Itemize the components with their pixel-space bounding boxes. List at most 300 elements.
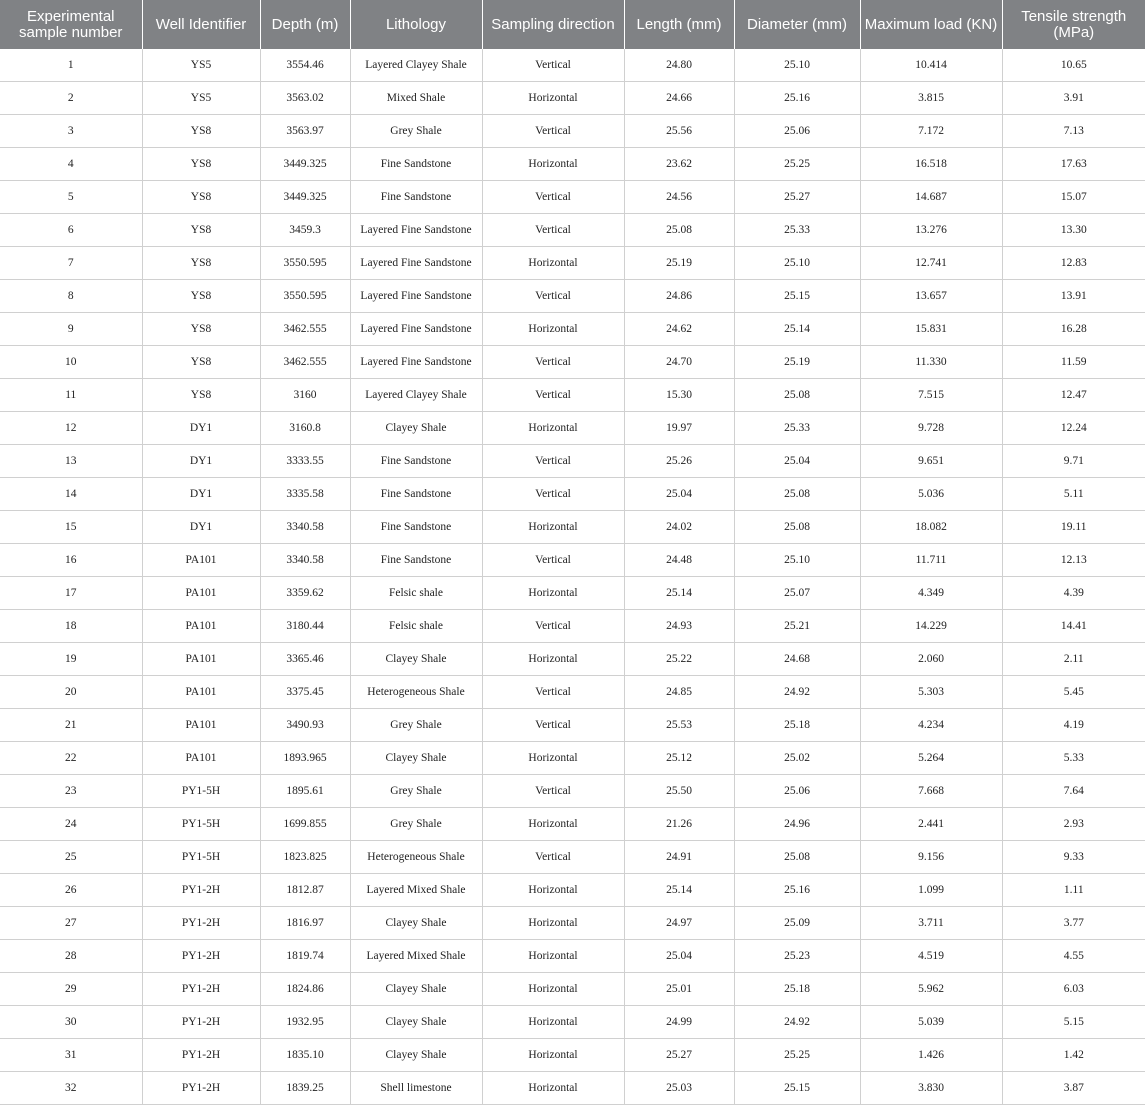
cell-maximum-load: 5.303 (860, 676, 1002, 709)
cell-sampling-direction: Horizontal (482, 82, 624, 115)
cell-tensile-strength: 1.42 (1002, 1039, 1145, 1072)
cell-maximum-load: 2.060 (860, 643, 1002, 676)
cell-depth: 3462.555 (260, 346, 350, 379)
table-row (0, 313, 1145, 346)
cell-well-identifier: PY1-2H (142, 1072, 260, 1105)
table-row (0, 610, 1145, 643)
cell-maximum-load: 7.668 (860, 775, 1002, 808)
header-lithology: Lithology (350, 0, 482, 49)
cell-diameter: 25.19 (734, 346, 860, 379)
cell-maximum-load: 7.515 (860, 379, 1002, 412)
cell-maximum-load: 14.229 (860, 610, 1002, 643)
cell-diameter: 25.10 (734, 247, 860, 280)
table-row (0, 874, 1145, 907)
cell-well-identifier: PY1-2H (142, 907, 260, 940)
table-row (0, 346, 1145, 379)
cell-lithology: Shell limestone (350, 1072, 482, 1105)
cell-tensile-strength: 13.30 (1002, 214, 1145, 247)
cell-maximum-load: 9.728 (860, 412, 1002, 445)
cell-maximum-load: 13.276 (860, 214, 1002, 247)
cell-maximum-load: 1.099 (860, 874, 1002, 907)
cell-length: 24.97 (624, 907, 734, 940)
cell-diameter: 25.23 (734, 940, 860, 973)
cell-lithology: Fine Sandstone (350, 511, 482, 544)
cell-maximum-load: 16.518 (860, 148, 1002, 181)
cell-sample-number: 16 (0, 544, 142, 577)
cell-depth: 3449.325 (260, 148, 350, 181)
cell-lithology: Grey Shale (350, 775, 482, 808)
table-row (0, 907, 1145, 940)
table-row (0, 775, 1145, 808)
cell-sampling-direction: Vertical (482, 445, 624, 478)
cell-sample-number: 30 (0, 1006, 142, 1039)
cell-tensile-strength: 19.11 (1002, 511, 1145, 544)
cell-lithology: Fine Sandstone (350, 445, 482, 478)
cell-length: 24.70 (624, 346, 734, 379)
cell-well-identifier: PA101 (142, 742, 260, 775)
cell-length: 25.19 (624, 247, 734, 280)
cell-tensile-strength: 11.59 (1002, 346, 1145, 379)
cell-length: 24.62 (624, 313, 734, 346)
cell-depth: 1824.86 (260, 973, 350, 1006)
table-row (0, 841, 1145, 874)
cell-sampling-direction: Horizontal (482, 1039, 624, 1072)
cell-well-identifier: YS8 (142, 313, 260, 346)
cell-sampling-direction: Horizontal (482, 313, 624, 346)
cell-lithology: Layered Mixed Shale (350, 874, 482, 907)
cell-length: 19.97 (624, 412, 734, 445)
table-row (0, 49, 1145, 82)
table-row (0, 544, 1145, 577)
cell-length: 24.02 (624, 511, 734, 544)
cell-maximum-load: 12.741 (860, 247, 1002, 280)
cell-tensile-strength: 16.28 (1002, 313, 1145, 346)
cell-length: 24.48 (624, 544, 734, 577)
cell-diameter: 25.08 (734, 511, 860, 544)
cell-length: 25.53 (624, 709, 734, 742)
cell-sampling-direction: Horizontal (482, 577, 624, 610)
cell-sampling-direction: Vertical (482, 346, 624, 379)
table-row (0, 478, 1145, 511)
cell-well-identifier: YS8 (142, 379, 260, 412)
cell-lithology: Felsic shale (350, 610, 482, 643)
cell-tensile-strength: 2.11 (1002, 643, 1145, 676)
cell-sampling-direction: Vertical (482, 841, 624, 874)
cell-sample-number: 15 (0, 511, 142, 544)
cell-diameter: 25.06 (734, 115, 860, 148)
cell-diameter: 25.08 (734, 841, 860, 874)
cell-diameter: 25.14 (734, 313, 860, 346)
cell-lithology: Layered Fine Sandstone (350, 280, 482, 313)
cell-lithology: Clayey Shale (350, 1039, 482, 1072)
cell-sample-number: 4 (0, 148, 142, 181)
header-sample-number: Experimental sample number (0, 0, 142, 49)
cell-well-identifier: YS8 (142, 247, 260, 280)
cell-well-identifier: PA101 (142, 709, 260, 742)
cell-maximum-load: 13.657 (860, 280, 1002, 313)
cell-well-identifier: YS8 (142, 148, 260, 181)
cell-tensile-strength: 12.13 (1002, 544, 1145, 577)
cell-maximum-load: 3.711 (860, 907, 1002, 940)
cell-length: 25.04 (624, 478, 734, 511)
cell-depth: 1932.95 (260, 1006, 350, 1039)
cell-sampling-direction: Horizontal (482, 973, 624, 1006)
cell-sampling-direction: Vertical (482, 280, 624, 313)
cell-tensile-strength: 12.47 (1002, 379, 1145, 412)
cell-sample-number: 10 (0, 346, 142, 379)
cell-lithology: Clayey Shale (350, 643, 482, 676)
cell-sample-number: 24 (0, 808, 142, 841)
cell-depth: 3490.93 (260, 709, 350, 742)
cell-maximum-load: 2.441 (860, 808, 1002, 841)
cell-lithology: Clayey Shale (350, 907, 482, 940)
cell-sampling-direction: Vertical (482, 214, 624, 247)
cell-sampling-direction: Vertical (482, 379, 624, 412)
cell-depth: 1835.10 (260, 1039, 350, 1072)
cell-well-identifier: YS8 (142, 214, 260, 247)
table-row (0, 973, 1145, 1006)
cell-diameter: 25.33 (734, 412, 860, 445)
cell-sample-number: 20 (0, 676, 142, 709)
cell-sample-number: 3 (0, 115, 142, 148)
cell-tensile-strength: 12.24 (1002, 412, 1145, 445)
cell-depth: 1819.74 (260, 940, 350, 973)
table-row (0, 1072, 1145, 1105)
cell-depth: 3449.325 (260, 181, 350, 214)
cell-tensile-strength: 17.63 (1002, 148, 1145, 181)
cell-sample-number: 17 (0, 577, 142, 610)
cell-sample-number: 22 (0, 742, 142, 775)
cell-diameter: 25.25 (734, 148, 860, 181)
cell-tensile-strength: 3.87 (1002, 1072, 1145, 1105)
cell-length: 24.93 (624, 610, 734, 643)
cell-well-identifier: PY1-2H (142, 1006, 260, 1039)
cell-maximum-load: 14.687 (860, 181, 1002, 214)
cell-depth: 1812.87 (260, 874, 350, 907)
cell-well-identifier: PY1-2H (142, 973, 260, 1006)
table-row (0, 1006, 1145, 1039)
cell-tensile-strength: 15.07 (1002, 181, 1145, 214)
cell-sample-number: 6 (0, 214, 142, 247)
cell-sample-number: 21 (0, 709, 142, 742)
cell-maximum-load: 10.414 (860, 49, 1002, 82)
cell-diameter: 25.09 (734, 907, 860, 940)
header-tensile-strength: Tensile strength (MPa) (1002, 0, 1145, 49)
cell-depth: 3554.46 (260, 49, 350, 82)
cell-sampling-direction: Horizontal (482, 1072, 624, 1105)
cell-well-identifier: PY1-5H (142, 775, 260, 808)
cell-diameter: 25.25 (734, 1039, 860, 1072)
cell-sampling-direction: Horizontal (482, 247, 624, 280)
cell-diameter: 25.08 (734, 379, 860, 412)
cell-length: 25.50 (624, 775, 734, 808)
cell-sampling-direction: Horizontal (482, 742, 624, 775)
table-row (0, 709, 1145, 742)
cell-diameter: 24.92 (734, 676, 860, 709)
cell-well-identifier: PA101 (142, 643, 260, 676)
cell-maximum-load: 5.962 (860, 973, 1002, 1006)
cell-diameter: 25.16 (734, 82, 860, 115)
table-row (0, 148, 1145, 181)
cell-tensile-strength: 5.33 (1002, 742, 1145, 775)
cell-maximum-load: 18.082 (860, 511, 1002, 544)
cell-depth: 1893.965 (260, 742, 350, 775)
cell-sample-number: 32 (0, 1072, 142, 1105)
cell-sampling-direction: Horizontal (482, 940, 624, 973)
cell-well-identifier: PA101 (142, 544, 260, 577)
cell-lithology: Fine Sandstone (350, 148, 482, 181)
cell-diameter: 24.96 (734, 808, 860, 841)
cell-diameter: 25.21 (734, 610, 860, 643)
cell-diameter: 25.18 (734, 973, 860, 1006)
cell-depth: 3160 (260, 379, 350, 412)
cell-well-identifier: PY1-2H (142, 1039, 260, 1072)
cell-depth: 3375.45 (260, 676, 350, 709)
cell-lithology: Clayey Shale (350, 973, 482, 1006)
cell-sample-number: 19 (0, 643, 142, 676)
header-depth: Depth (m) (260, 0, 350, 49)
header-maximum-load: Maximum load (KN) (860, 0, 1002, 49)
cell-tensile-strength: 10.65 (1002, 49, 1145, 82)
cell-lithology: Layered Fine Sandstone (350, 214, 482, 247)
cell-tensile-strength: 4.19 (1002, 709, 1145, 742)
cell-sample-number: 8 (0, 280, 142, 313)
cell-sampling-direction: Vertical (482, 544, 624, 577)
cell-sampling-direction: Vertical (482, 610, 624, 643)
cell-length: 25.26 (624, 445, 734, 478)
cell-maximum-load: 9.651 (860, 445, 1002, 478)
cell-diameter: 25.18 (734, 709, 860, 742)
table-row (0, 214, 1145, 247)
cell-tensile-strength: 5.11 (1002, 478, 1145, 511)
cell-diameter: 25.02 (734, 742, 860, 775)
cell-well-identifier: YS8 (142, 280, 260, 313)
cell-sampling-direction: Horizontal (482, 643, 624, 676)
cell-sample-number: 13 (0, 445, 142, 478)
cell-diameter: 25.27 (734, 181, 860, 214)
cell-well-identifier: YS5 (142, 82, 260, 115)
table-row (0, 115, 1145, 148)
cell-lithology: Fine Sandstone (350, 478, 482, 511)
cell-sample-number: 2 (0, 82, 142, 115)
cell-tensile-strength: 6.03 (1002, 973, 1145, 1006)
cell-lithology: Grey Shale (350, 709, 482, 742)
cell-well-identifier: PY1-5H (142, 841, 260, 874)
cell-length: 24.85 (624, 676, 734, 709)
cell-sampling-direction: Vertical (482, 115, 624, 148)
cell-sample-number: 11 (0, 379, 142, 412)
cell-sample-number: 27 (0, 907, 142, 940)
cell-sampling-direction: Horizontal (482, 1006, 624, 1039)
cell-sampling-direction: Horizontal (482, 148, 624, 181)
cell-tensile-strength: 3.91 (1002, 82, 1145, 115)
cell-length: 24.80 (624, 49, 734, 82)
cell-sampling-direction: Vertical (482, 775, 624, 808)
cell-diameter: 25.15 (734, 1072, 860, 1105)
cell-sample-number: 29 (0, 973, 142, 1006)
cell-length: 25.27 (624, 1039, 734, 1072)
cell-maximum-load: 5.264 (860, 742, 1002, 775)
cell-diameter: 25.08 (734, 478, 860, 511)
cell-depth: 3160.8 (260, 412, 350, 445)
table-row (0, 247, 1145, 280)
cell-lithology: Grey Shale (350, 808, 482, 841)
cell-sampling-direction: Vertical (482, 709, 624, 742)
header-length: Length (mm) (624, 0, 734, 49)
cell-well-identifier: PA101 (142, 610, 260, 643)
cell-tensile-strength: 7.64 (1002, 775, 1145, 808)
header-row (0, 0, 1145, 49)
cell-length: 25.03 (624, 1072, 734, 1105)
cell-diameter: 25.15 (734, 280, 860, 313)
cell-length: 25.22 (624, 643, 734, 676)
cell-well-identifier: YS8 (142, 181, 260, 214)
cell-sampling-direction: Horizontal (482, 907, 624, 940)
cell-well-identifier: DY1 (142, 445, 260, 478)
cell-maximum-load: 3.830 (860, 1072, 1002, 1105)
table-row (0, 676, 1145, 709)
cell-well-identifier: PY1-2H (142, 874, 260, 907)
table-row (0, 412, 1145, 445)
cell-diameter: 25.10 (734, 544, 860, 577)
cell-depth: 3563.97 (260, 115, 350, 148)
cell-tensile-strength: 9.33 (1002, 841, 1145, 874)
cell-lithology: Layered Clayey Shale (350, 49, 482, 82)
cell-length: 24.56 (624, 181, 734, 214)
cell-depth: 3340.58 (260, 544, 350, 577)
cell-tensile-strength: 4.39 (1002, 577, 1145, 610)
cell-lithology: Grey Shale (350, 115, 482, 148)
cell-lithology: Layered Clayey Shale (350, 379, 482, 412)
cell-diameter: 25.07 (734, 577, 860, 610)
cell-length: 25.14 (624, 874, 734, 907)
cell-depth: 3563.02 (260, 82, 350, 115)
cell-maximum-load: 4.234 (860, 709, 1002, 742)
cell-maximum-load: 7.172 (860, 115, 1002, 148)
cell-well-identifier: PA101 (142, 676, 260, 709)
header-well-identifier: Well Identifier (142, 0, 260, 49)
cell-sample-number: 9 (0, 313, 142, 346)
table-row (0, 808, 1145, 841)
cell-well-identifier: YS8 (142, 346, 260, 379)
cell-lithology: Clayey Shale (350, 1006, 482, 1039)
cell-length: 15.30 (624, 379, 734, 412)
cell-length: 25.14 (624, 577, 734, 610)
cell-sample-number: 26 (0, 874, 142, 907)
header-sampling-direction: Sampling direction (482, 0, 624, 49)
table-row (0, 1039, 1145, 1072)
cell-sampling-direction: Vertical (482, 478, 624, 511)
cell-tensile-strength: 13.91 (1002, 280, 1145, 313)
cell-maximum-load: 5.039 (860, 1006, 1002, 1039)
cell-tensile-strength: 1.11 (1002, 874, 1145, 907)
cell-length: 25.04 (624, 940, 734, 973)
cell-sample-number: 7 (0, 247, 142, 280)
cell-length: 25.08 (624, 214, 734, 247)
cell-sample-number: 23 (0, 775, 142, 808)
table-row (0, 577, 1145, 610)
cell-maximum-load: 4.349 (860, 577, 1002, 610)
table-row (0, 181, 1145, 214)
cell-depth: 3359.62 (260, 577, 350, 610)
cell-sample-number: 31 (0, 1039, 142, 1072)
cell-lithology: Layered Fine Sandstone (350, 313, 482, 346)
cell-sampling-direction: Horizontal (482, 874, 624, 907)
cell-tensile-strength: 4.55 (1002, 940, 1145, 973)
table-row (0, 511, 1145, 544)
cell-maximum-load: 3.815 (860, 82, 1002, 115)
cell-sample-number: 1 (0, 49, 142, 82)
cell-tensile-strength: 7.13 (1002, 115, 1145, 148)
cell-maximum-load: 4.519 (860, 940, 1002, 973)
cell-length: 24.86 (624, 280, 734, 313)
cell-lithology: Heterogeneous Shale (350, 841, 482, 874)
cell-length: 25.12 (624, 742, 734, 775)
cell-depth: 1823.825 (260, 841, 350, 874)
cell-tensile-strength: 3.77 (1002, 907, 1145, 940)
cell-tensile-strength: 5.15 (1002, 1006, 1145, 1039)
cell-lithology: Felsic shale (350, 577, 482, 610)
table-row (0, 445, 1145, 478)
cell-diameter: 25.04 (734, 445, 860, 478)
cell-depth: 3180.44 (260, 610, 350, 643)
cell-length: 23.62 (624, 148, 734, 181)
cell-well-identifier: PA101 (142, 577, 260, 610)
cell-maximum-load: 5.036 (860, 478, 1002, 511)
cell-depth: 3459.3 (260, 214, 350, 247)
cell-sampling-direction: Vertical (482, 49, 624, 82)
cell-sampling-direction: Vertical (482, 676, 624, 709)
cell-lithology: Layered Fine Sandstone (350, 247, 482, 280)
cell-maximum-load: 11.330 (860, 346, 1002, 379)
cell-lithology: Fine Sandstone (350, 181, 482, 214)
cell-depth: 1816.97 (260, 907, 350, 940)
cell-lithology: Fine Sandstone (350, 544, 482, 577)
cell-depth: 3333.55 (260, 445, 350, 478)
table-row (0, 280, 1145, 313)
cell-tensile-strength: 14.41 (1002, 610, 1145, 643)
cell-sample-number: 25 (0, 841, 142, 874)
cell-depth: 3340.58 (260, 511, 350, 544)
cell-length: 24.91 (624, 841, 734, 874)
cell-depth: 3550.595 (260, 247, 350, 280)
cell-sample-number: 5 (0, 181, 142, 214)
cell-diameter: 25.33 (734, 214, 860, 247)
cell-sampling-direction: Horizontal (482, 511, 624, 544)
cell-diameter: 24.92 (734, 1006, 860, 1039)
table-row (0, 379, 1145, 412)
cell-length: 24.66 (624, 82, 734, 115)
cell-sampling-direction: Horizontal (482, 808, 624, 841)
cell-maximum-load: 11.711 (860, 544, 1002, 577)
cell-length: 24.99 (624, 1006, 734, 1039)
cell-sampling-direction: Vertical (482, 181, 624, 214)
cell-depth: 3462.555 (260, 313, 350, 346)
cell-diameter: 24.68 (734, 643, 860, 676)
cell-tensile-strength: 5.45 (1002, 676, 1145, 709)
cell-lithology: Layered Fine Sandstone (350, 346, 482, 379)
cell-well-identifier: PY1-5H (142, 808, 260, 841)
cell-depth: 1699.855 (260, 808, 350, 841)
cell-well-identifier: DY1 (142, 511, 260, 544)
cell-sample-number: 12 (0, 412, 142, 445)
cell-lithology: Clayey Shale (350, 742, 482, 775)
cell-diameter: 25.06 (734, 775, 860, 808)
cell-maximum-load: 15.831 (860, 313, 1002, 346)
cell-lithology: Heterogeneous Shale (350, 676, 482, 709)
table-row (0, 643, 1145, 676)
cell-sample-number: 18 (0, 610, 142, 643)
